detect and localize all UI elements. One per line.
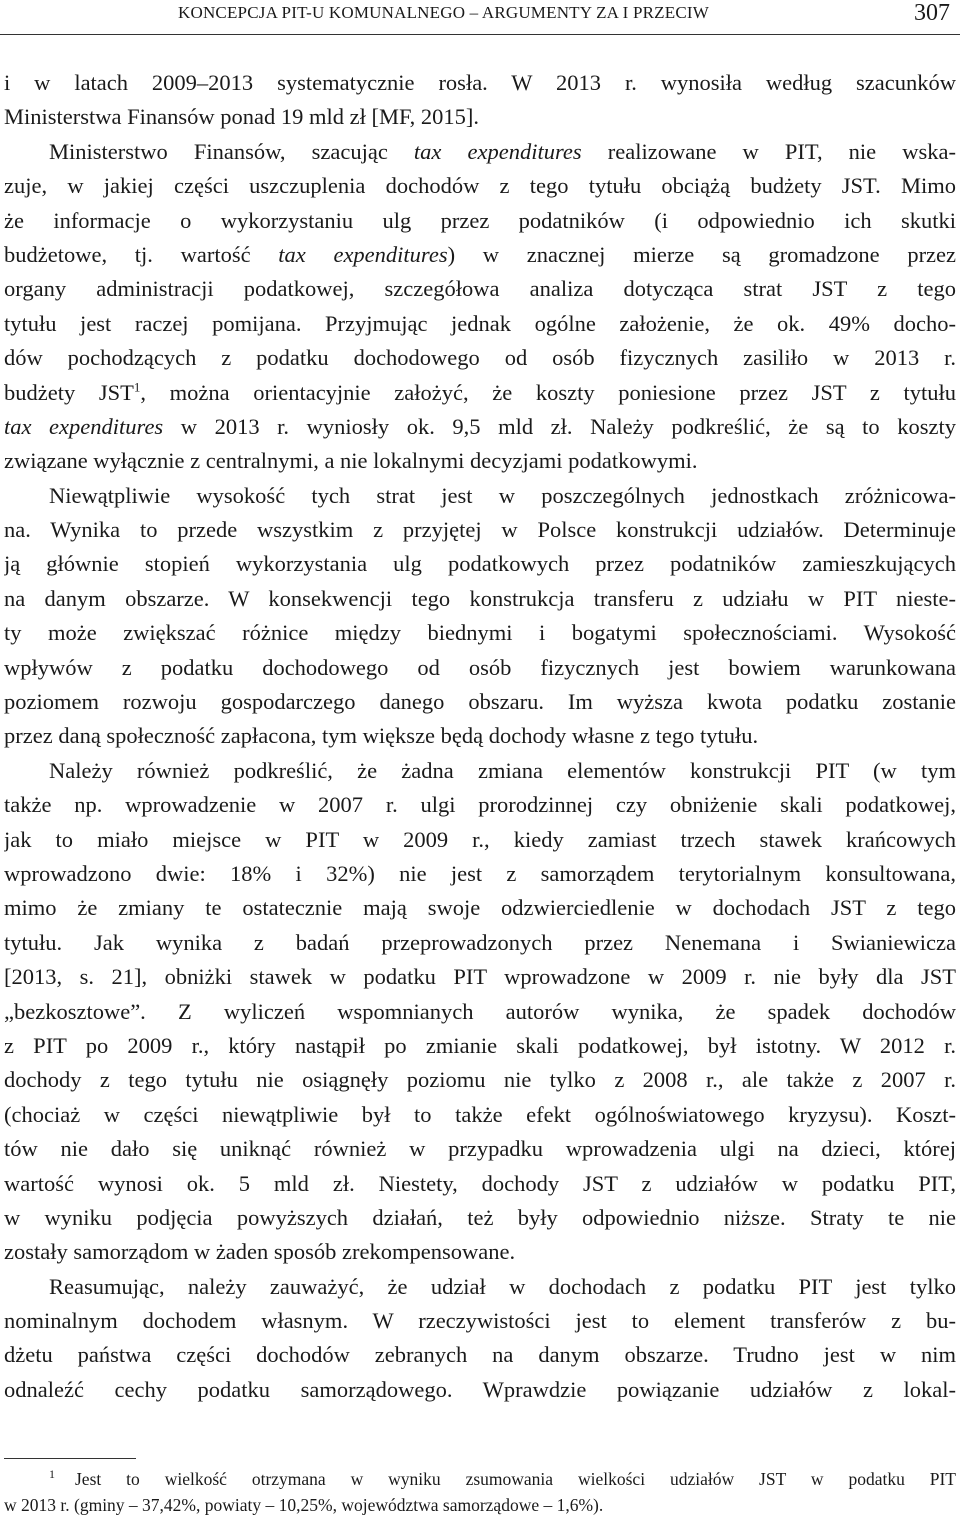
line-text: ją głównie stopień wykorzystania ulg podatkowych przez podatników zamieszkujących (4, 551, 956, 577)
line-text: zuje, w jakiej części uszczuplenia dochodów z tego tytułu obciążą budżety JST. Mimo (4, 173, 956, 199)
text-line (4, 960, 956, 994)
line-text: wartość wynosi ok. 5 mld zł. Niestety, dochody JST z udziałów w podatku PIT, (4, 1170, 956, 1196)
text-line (4, 616, 956, 650)
line-text: poziomem rozwoju gospodarczego danego obszaru. Im wyższa kwota podatku zostanie (4, 689, 956, 715)
line-text: z PIT po 2009 r., który nastąpił po zmianie skali podatkowej, był istotny. W 2012 r. (4, 1032, 956, 1058)
body-text (4, 66, 956, 1407)
line-text: wpływów z podatku dochodowego od osób fizycznych jest bowiem warunkowana (4, 654, 956, 680)
line-text: dów pochodzących z podatku dochodowego od osób fizycznych zasiliło w 2013 r. (4, 345, 956, 371)
footnote-line (4, 1466, 956, 1492)
text-line (4, 1270, 956, 1304)
text-line (4, 1132, 956, 1166)
text-line (4, 1167, 956, 1201)
text-line (4, 1373, 956, 1407)
running-head: KONCEPCJA PIT-U KOMUNALNEGO – ARGUMENTY ZA I PRZECIW (178, 3, 709, 22)
text-line (4, 719, 956, 753)
text-line (4, 66, 956, 100)
text-line (4, 926, 956, 960)
text-line (4, 651, 956, 685)
header-rule (0, 34, 960, 35)
italic-term: tax expenditures (278, 241, 448, 267)
line-text: budżetowe, tj. wartość (4, 241, 251, 267)
text-line (4, 444, 956, 478)
line-text: tów nie dało się uniknąć również w przypadku wprowadzenia ulgi na dzieci, której (4, 1136, 956, 1162)
line-text: nominalnym dochodem własnym. W rzeczywistości jest to element transferów z bu- (4, 1308, 956, 1334)
text-line (4, 272, 956, 306)
line-text: przez daną społeczność zapłacona, tym większe będą dochody własne z tego tytułu. (4, 723, 759, 749)
line-text: związane wyłącznie z centralnymi, a nie lokalnymi decyzjami podatkowymi. (4, 448, 698, 474)
line-text: dochody z tego tytułu nie osiągnęły poziomu nie tylko z 2008 r., ale także z 2007 r. (4, 1067, 956, 1093)
text-line (4, 788, 956, 822)
text-line (4, 1338, 956, 1372)
line-text: realizowane w PIT, nie wska- (607, 138, 956, 164)
footnote-mark: 1 (49, 1467, 55, 1482)
page-number: 307 (914, 0, 950, 26)
text-line (4, 1201, 956, 1235)
text-line (4, 823, 956, 857)
text-line (4, 995, 956, 1029)
text-line (4, 1098, 956, 1132)
text-line (4, 341, 956, 375)
text-line (4, 1235, 956, 1269)
line-text: tytułu. Jak wynika z badań przeprowadzonych przez Nenemana i Swianiewicza (4, 929, 956, 955)
line-text: , można orientacyjnie założyć, że koszty poniesione przez JST z tytułu (140, 379, 956, 405)
line-text: tytułu jest raczej pomijana. Przyjmując jednak ogólne założenie, że ok. 49% docho- (4, 310, 956, 336)
text-line (4, 238, 956, 272)
text-line (4, 582, 956, 616)
footnote-text: w 2013 r. (gminy – 37,42%, powiaty – 10,25%, województwa samorządowe – 1,6%). (4, 1495, 604, 1515)
text-line (4, 1304, 956, 1338)
line-text: ) w znacznej mierze są gromadzone przez (447, 241, 956, 267)
text-line (4, 479, 956, 513)
text-line (4, 135, 956, 169)
text-line (4, 307, 956, 341)
line-text: w 2013 r. wyniosły ok. 9,5 mld zł. Należy podkreślić, że są to koszty (180, 413, 956, 439)
text-line (4, 204, 956, 238)
line-text: także np. wprowadzenie w 2007 r. ulgi prorodzinnej czy obniżenie skali podatkowej, (4, 792, 956, 818)
text-line (4, 376, 956, 410)
line-text: Ministerstwo Finansów, szacując (49, 138, 388, 164)
italic-term: tax expenditures (413, 138, 582, 164)
text-line (4, 547, 956, 581)
text-line (4, 513, 956, 547)
line-text: Reasumując, należy zauważyć, że udział w dochodach z podatku PIT jest tylko (49, 1273, 956, 1299)
line-text: na danym obszarze. W konsekwencji tego konstrukcja transferu z udziału w PIT nieste- (4, 585, 956, 611)
page-header (0, 0, 960, 44)
line-text: na. Wynika to przede wszystkim z przyjętej w Polsce konstrukcji udziałów. Determinuje (4, 517, 956, 543)
line-text: i w latach 2009–2013 systematycznie rosła. W 2013 r. wynosiła według szacunków (4, 70, 956, 95)
footnote-rule (4, 1458, 136, 1459)
text-line (4, 100, 956, 134)
text-line (4, 1029, 956, 1063)
text-line (4, 410, 956, 444)
line-text: mimo że zmiany te ostatecznie mają swoje odzwierciedlenie w dochodach JST z tego (4, 895, 956, 921)
line-text: Niewątpliwie wysokość tych strat jest w poszczególnych jednostkach zróżnicowa- (49, 482, 956, 508)
line-text: jak to miało miejsce w PIT w 2009 r., kiedy zamiast trzech stawek krańcowych (4, 826, 956, 852)
footnote (4, 1466, 956, 1518)
line-text: [2013, s. 21], obniżki stawek w podatku PIT wprowadzone w 2009 r. nie były dla JST (4, 964, 956, 990)
line-text: „bezkosztowe”. Z wyliczeń wspomnianych autorów wynika, że spadek dochodów (4, 998, 956, 1024)
text-line (4, 891, 956, 925)
text-line (4, 1063, 956, 1097)
line-text: odnaleźć cechy podatku samorządowego. Wprawdzie powiązanie udziałów z lokal- (4, 1376, 956, 1402)
text-line (4, 685, 956, 719)
line-text: budżety JST (4, 379, 134, 405)
line-text: ty może zwiększać różnice między biednymi i bogatymi społecznościami. Wysokość (4, 620, 956, 646)
text-line (4, 169, 956, 203)
line-text: Ministerstwa Finansów ponad 19 mld zł [MF, 2015]. (4, 104, 480, 130)
footnote-line (4, 1492, 956, 1518)
line-text: Należy również podkreślić, że żadna zmiana elementów konstrukcji PIT (w tym (49, 757, 956, 783)
line-text: organy administracji podatkowej, szczegółowa analiza dotycząca strat JST z tego (4, 276, 956, 302)
line-text: zostały samorządom w żaden sposób zrekompensowane. (4, 1239, 516, 1265)
line-text: wprowadzono dwie: 18% i 32%) nie jest z samorządem terytorialnym konsultowana, (4, 860, 956, 886)
text-line (4, 857, 956, 891)
line-text: w wyniku podjęcia powyższych działań, też były odpowiednio niższe. Straty te nie (4, 1204, 956, 1230)
line-text: dżetu państwa części dochodów zebranych na danym obszarze. Trudno jest w nim (4, 1342, 956, 1368)
footnote-ref: 1 (133, 379, 141, 395)
italic-term: tax expenditures (4, 413, 164, 439)
line-text: (chociaż w części niewątpliwie był to także efekt ogólnoświatowego kryzysu). Koszt- (4, 1101, 956, 1127)
line-text: że informacje o wykorzystaniu ulg przez podatników (i odpowiednio ich skutki (4, 207, 956, 233)
footnote-text: Jest to wielkość otrzymana w wyniku zsumowania wielkości udziałów JST w podatku PIT (75, 1469, 956, 1489)
text-line (4, 754, 956, 788)
